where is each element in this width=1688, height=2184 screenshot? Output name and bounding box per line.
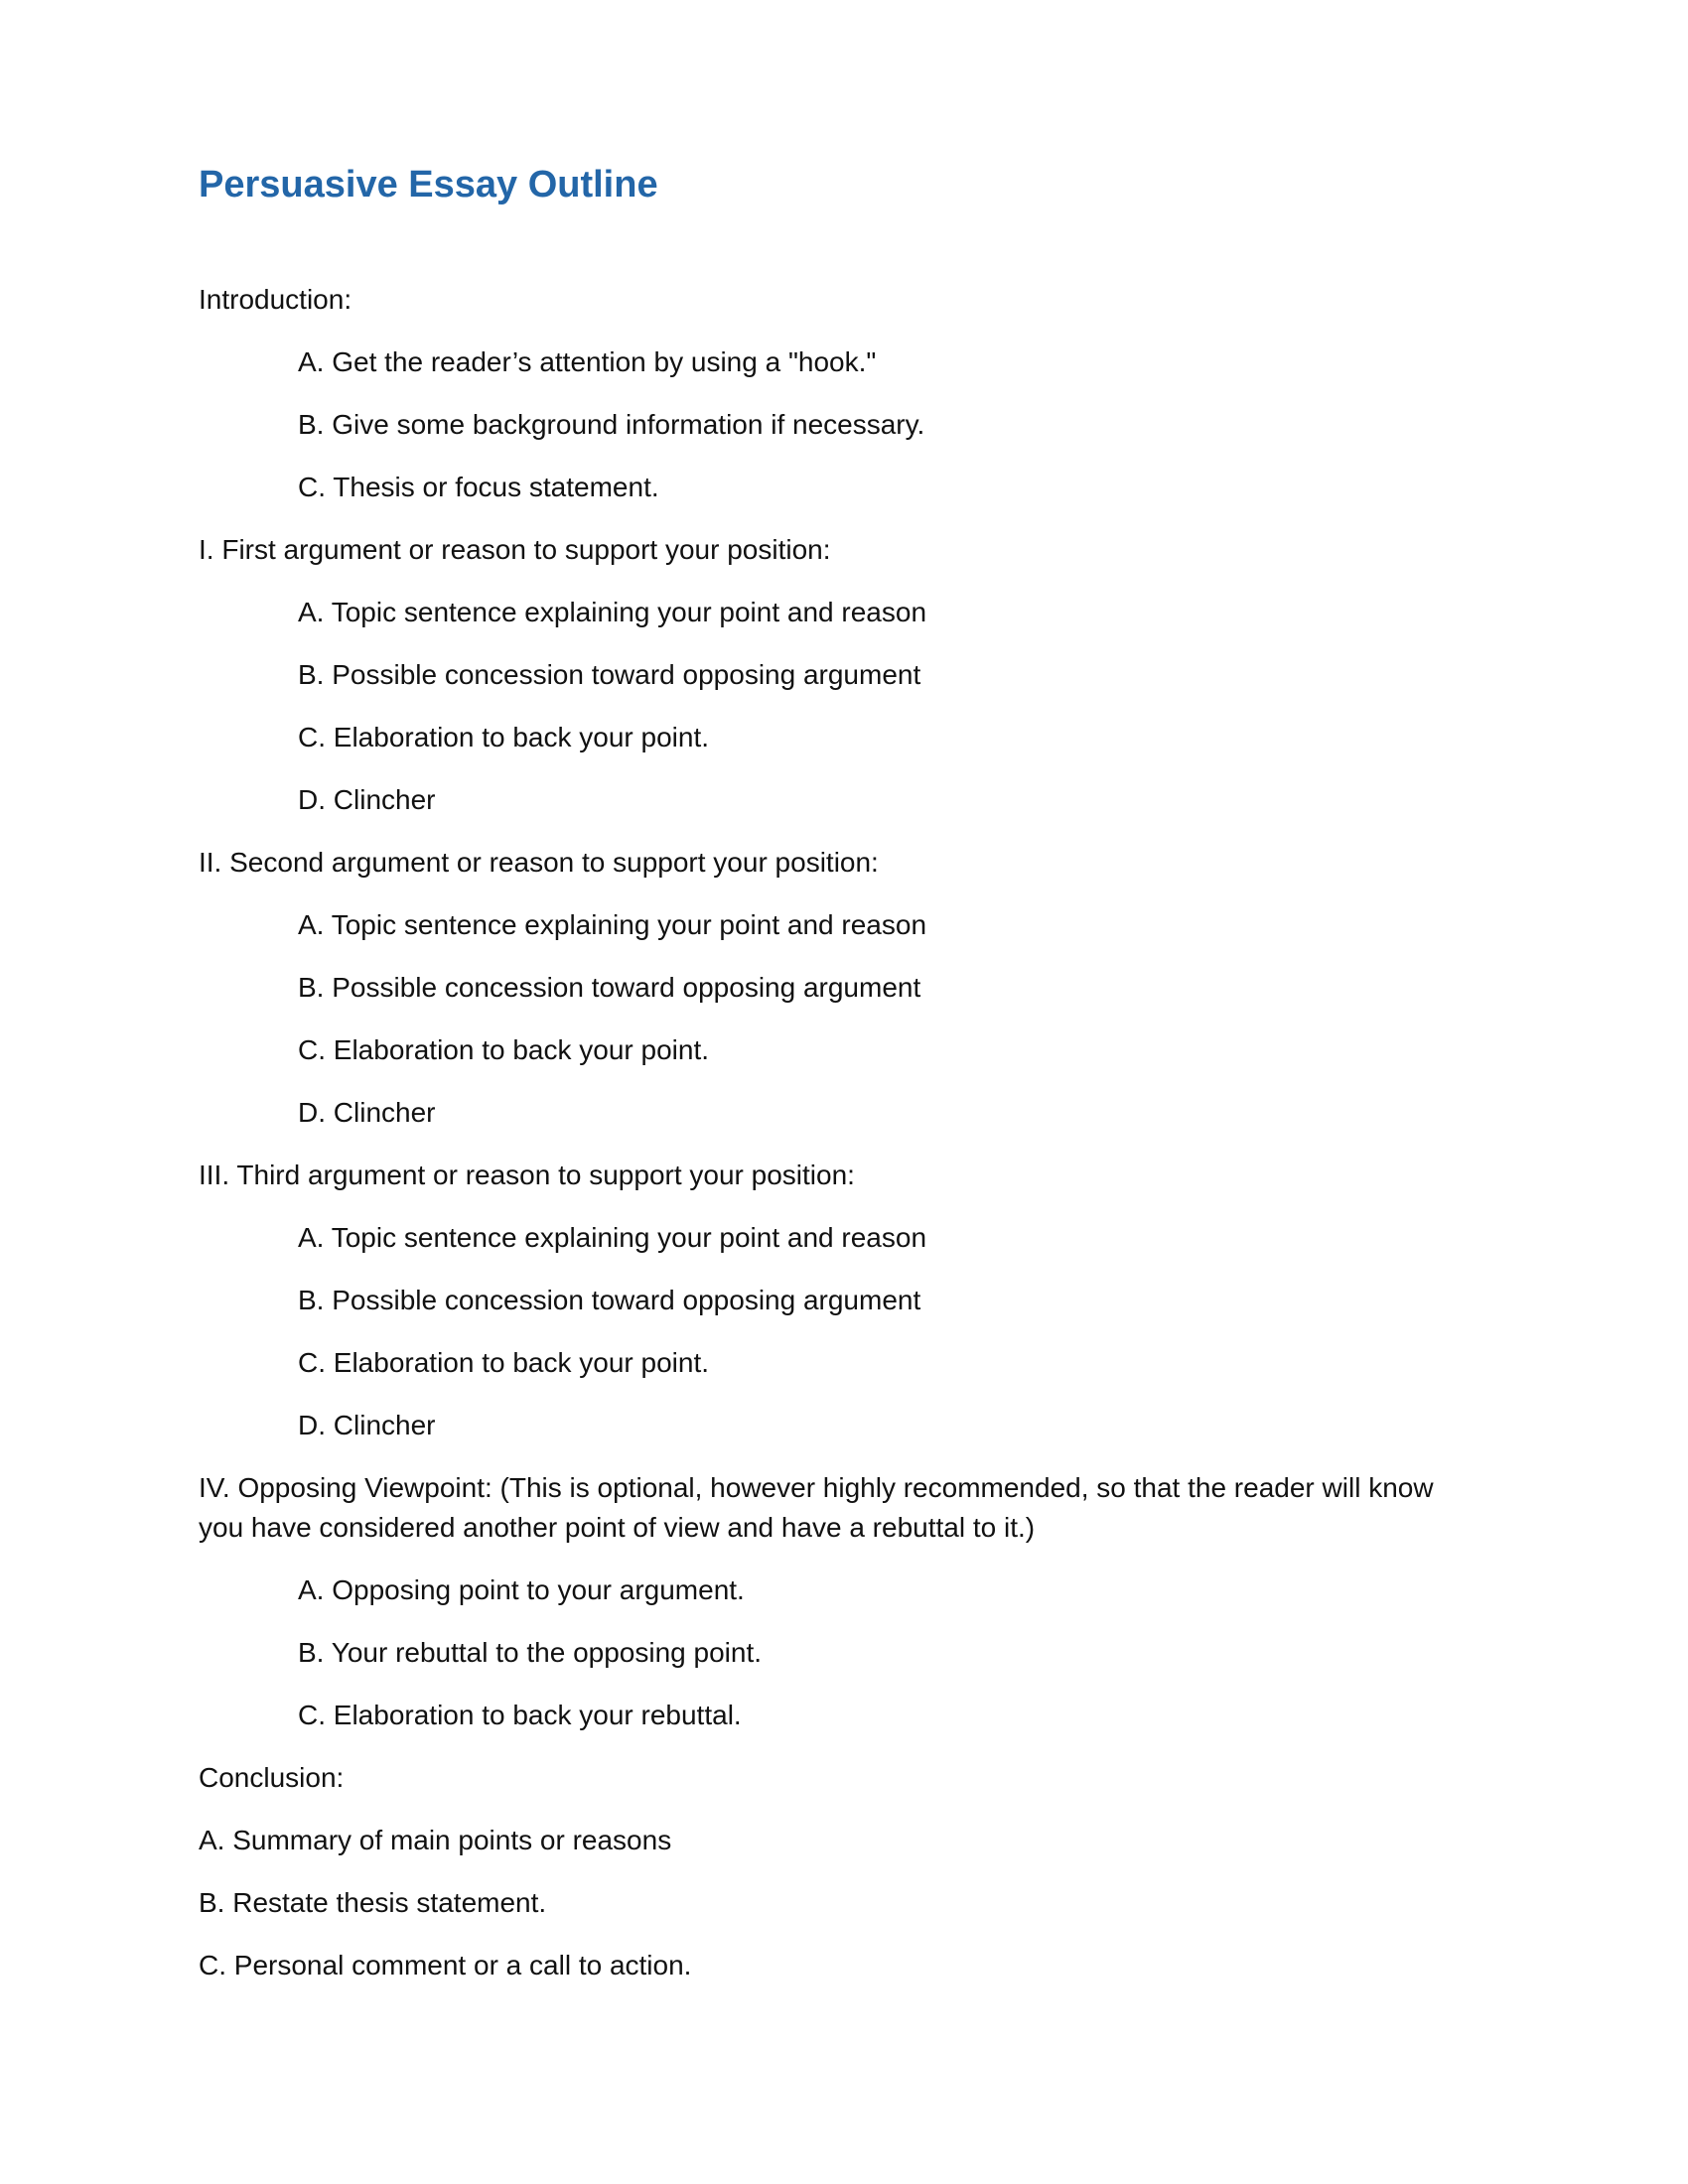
argument-1-item: C. Elaboration to back your point. bbox=[298, 722, 710, 752]
argument-3-item: B. Possible concession toward opposing argument bbox=[298, 1285, 921, 1315]
argument-1-item: A. Topic sentence explaining your point and reason bbox=[298, 597, 927, 627]
introduction-item: A. Get the reader’s attention by using a "hook." bbox=[298, 346, 877, 377]
introduction-heading: Introduction: bbox=[199, 284, 352, 315]
argument-3-heading: III. Third argument or reason to support your position: bbox=[199, 1160, 855, 1190]
argument-3-item: C. Elaboration to back your point. bbox=[298, 1347, 710, 1378]
opposing-viewpoint-item: A. Opposing point to your argument. bbox=[298, 1574, 745, 1605]
argument-1-item: B. Possible concession toward opposing argument bbox=[298, 659, 921, 690]
argument-2-item: C. Elaboration to back your point. bbox=[298, 1034, 710, 1065]
introduction-item: C. Thesis or focus statement. bbox=[298, 472, 659, 502]
argument-1-item: D. Clincher bbox=[298, 784, 436, 815]
outline-body bbox=[199, 280, 1489, 2008]
argument-3-item: D. Clincher bbox=[298, 1410, 436, 1440]
argument-2-item: B. Possible concession toward opposing argument bbox=[298, 972, 921, 1003]
opposing-viewpoint-item: B. Your rebuttal to the opposing point. bbox=[298, 1637, 763, 1668]
argument-1-heading: I. First argument or reason to support your position: bbox=[199, 534, 831, 565]
conclusion-heading: Conclusion: bbox=[199, 1762, 345, 1793]
introduction-item: B. Give some background information if necessary. bbox=[298, 409, 925, 440]
argument-2-item: D. Clincher bbox=[298, 1097, 436, 1128]
conclusion-item: C. Personal comment or a call to action. bbox=[199, 1950, 692, 1980]
opposing-viewpoint-heading: IV. Opposing Viewpoint: (This is optional, however highly recommended, so that the reader will know you have considered another point of view and have a rebuttal to it.) bbox=[199, 1472, 1434, 1543]
conclusion-item: B. Restate thesis statement. bbox=[199, 1887, 547, 1918]
conclusion-item: A. Summary of main points or reasons bbox=[199, 1825, 672, 1855]
argument-2-heading: II. Second argument or reason to support your position: bbox=[199, 847, 879, 878]
argument-2-item: A. Topic sentence explaining your point and reason bbox=[298, 909, 927, 940]
argument-3-item: A. Topic sentence explaining your point and reason bbox=[298, 1222, 927, 1253]
document-title: Persuasive Essay Outline bbox=[199, 164, 658, 205]
opposing-viewpoint-item: C. Elaboration to back your rebuttal. bbox=[298, 1700, 742, 1730]
